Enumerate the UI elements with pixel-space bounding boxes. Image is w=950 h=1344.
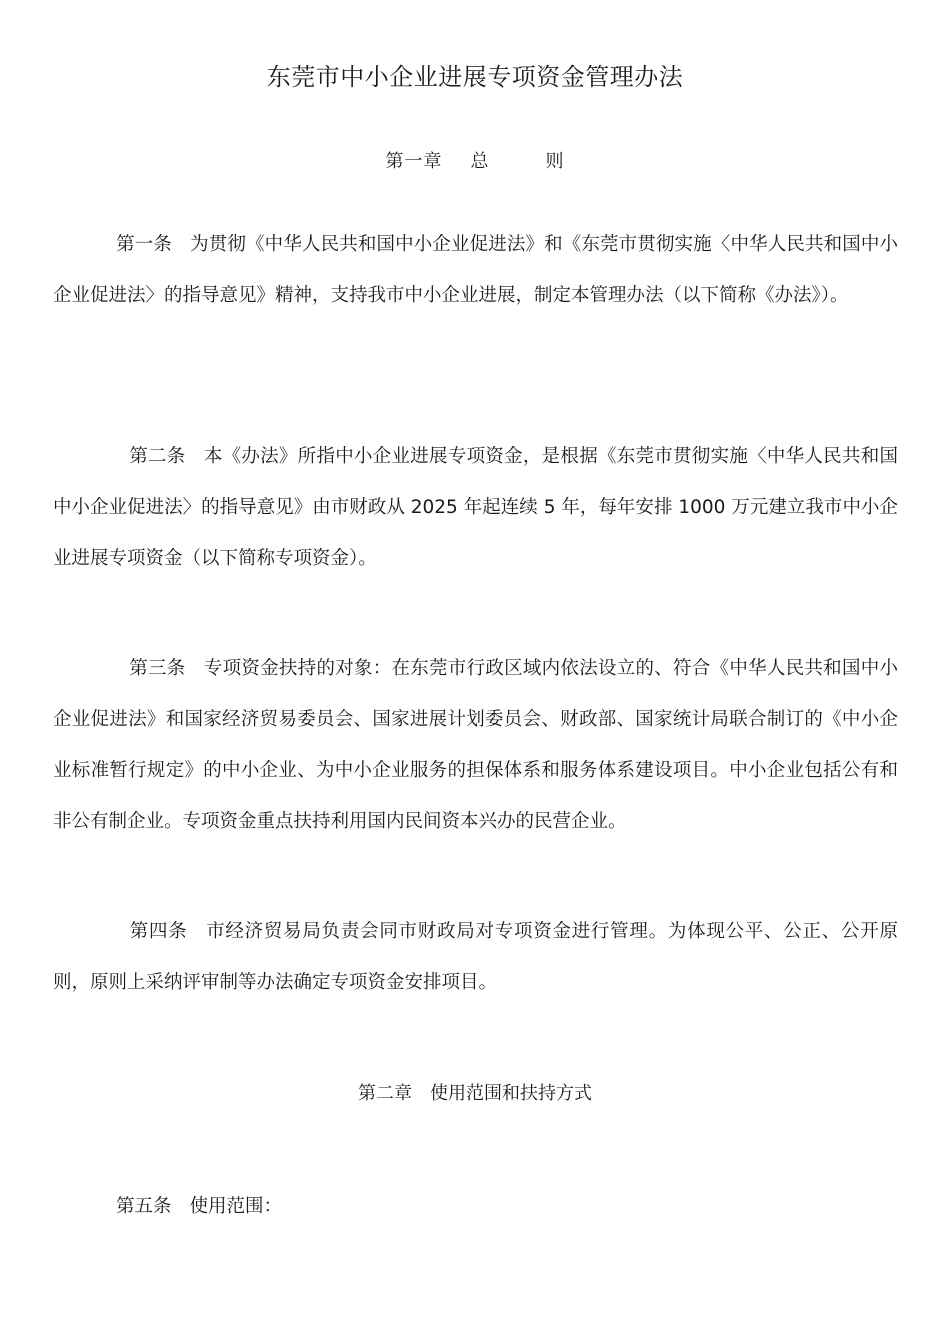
article-1-number: 第一条 [116,234,173,255]
article-5-number: 第五条 [116,1196,172,1217]
article-3 [53,643,898,847]
article-5 [53,1181,898,1232]
article-1-text: 为贯彻《中华人民共和国中小企业促进法》和《东莞市贯彻实施〈中华人民共和国中小企业促进法〉的指导意见》精神，支持我市中小企业进展，制定本管理办法（以下简称《办法》）。 [53,234,898,306]
document-title: 东莞市中小企业进展专项资金管理办法 [266,63,684,91]
article-4 [53,906,898,1008]
article-2 [53,431,898,584]
article-3-number: 第三条 [129,658,186,679]
chapter-2-label: 第二章 [358,1083,412,1104]
chapter-2-heading [0,1080,950,1108]
article-1 [53,219,898,321]
chapter-2-title: 使用范围和扶持方式 [430,1083,592,1104]
article-4-text: 市经济贸易局负责会同市财政局对专项资金进行管理。为体现公平、公正、公开原则，原则上采纳评审制等办法确定专项资金安排项目。 [53,921,898,993]
chapter-1-title-b: 则 [545,151,565,172]
article-5-text: 使用范围： [189,1196,283,1217]
article-4-number: 第四条 [129,921,188,942]
chapter-1-title-a: 总 [470,151,490,172]
chapter-1-heading [0,148,950,176]
article-3-text: 专项资金扶持的对象：在东莞市行政区域内依法设立的、符合《中华人民共和国中小企业促进法》和国家经济贸易委员会、国家进展计划委员会、财政部、国家统计局联合制订的《中小企业标准暂行规定》的中小企业、为中小企业服务的担保体系和服务体系建设项目。中小企业包括公有和非公有制企业。专项资金重点扶持利用国内民间资本兴办的民营企业。 [53,658,898,832]
article-2-number: 第二条 [129,446,186,467]
chapter-1-label: 第一章 [385,151,443,172]
article-2-text: 本《办法》所指中小企业进展专项资金，是根据《东莞市贯彻实施〈中华人民共和国中小企业促进法〉的指导意见》由市财政从 2025 年起连续 5 年，每年安排 1000 万元建立我市中小企业进展专项资金（以下简称专项资金）。 [53,446,898,569]
